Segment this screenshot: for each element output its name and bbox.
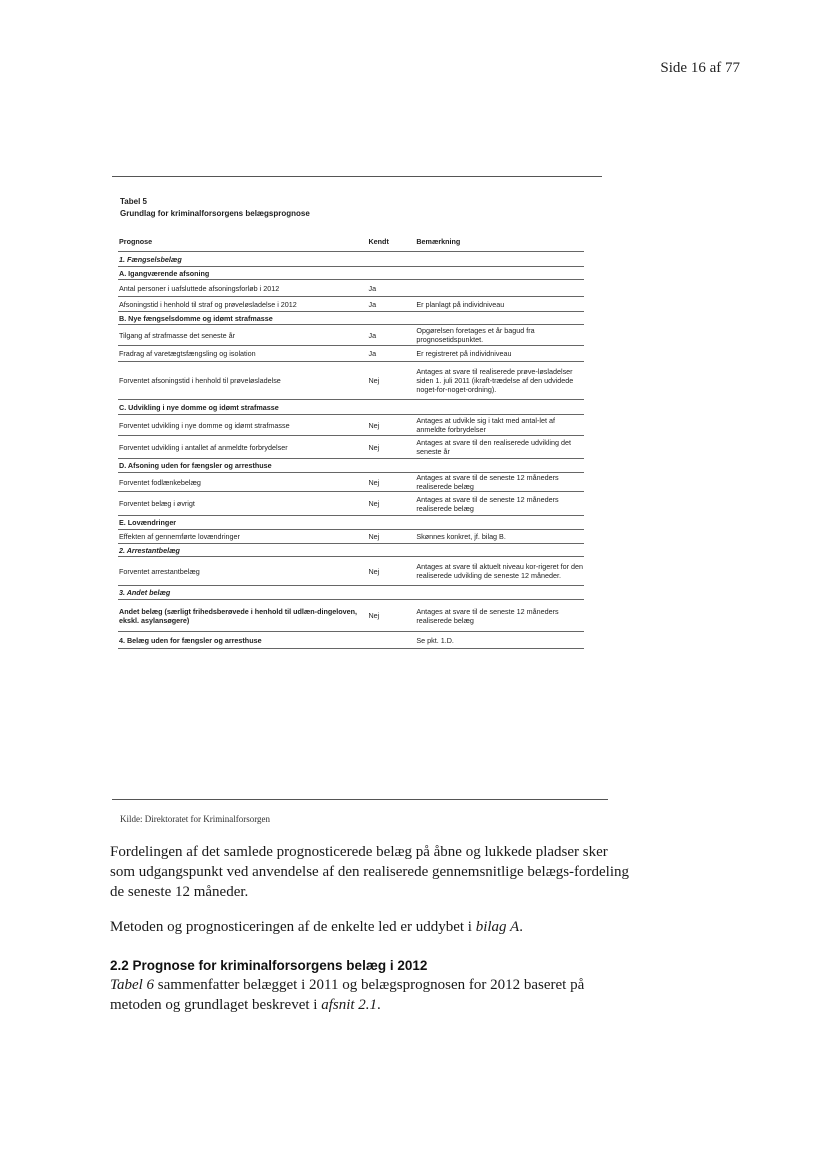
table6-text: sammenfatter belægget i 2011 og belægsprognosen for 2012 baseret på metoden og grundlaget beskrevet i [110, 977, 585, 1013]
row-note: Antages at udvikle sig i takt med antal-let af anmeldte forbrydelser [416, 416, 555, 434]
row-label: Forventet arrestantbelæg [119, 566, 200, 576]
table-section-row [118, 632, 584, 649]
table-section-row [118, 252, 584, 267]
table-header-row [118, 232, 584, 252]
table-title: Tabel 5 [120, 197, 147, 206]
row-label: 2. Arrestantbelæg [119, 545, 180, 555]
table-row [118, 280, 584, 297]
row-label: B. Nye fængselsdomme og idømt strafmasse [119, 313, 273, 323]
row-kendt: Ja [368, 299, 377, 309]
top-rule [112, 176, 602, 177]
row-note: Antages at svare til den realiserede udvikling det seneste år [416, 438, 571, 456]
table-section-row [118, 459, 584, 473]
table-section-row [118, 544, 584, 557]
row-label: D. Afsoning uden for fængsler og arresthuse [119, 461, 272, 470]
tabel-6-reference: Tabel 6 [110, 977, 155, 993]
row-note: Antages at svare til de seneste 12 måneders realiserede belæg [416, 606, 559, 625]
row-label: Forventet fodlænkebelæg [119, 477, 201, 487]
row-kendt: Ja [368, 283, 377, 293]
row-kendt: Nej [368, 499, 380, 508]
row-label: A. Igangværende afsoning [119, 268, 210, 278]
table-row [118, 346, 584, 362]
row-kendt: Ja [368, 349, 377, 358]
section-heading: 2.2 Prognose for kriminalforsorgens belæg i 2012 [110, 958, 428, 973]
row-note: Er planlagt på individniveau [416, 299, 505, 309]
row-label: Fradrag af varetægtsfængsling og isolation [119, 349, 256, 358]
table-row [118, 297, 584, 312]
row-kendt: Nej [368, 532, 380, 541]
table-row [118, 415, 584, 436]
table-section-row [118, 267, 584, 280]
row-label: Forventet udvikling i nye domme og idømt strafmasse [119, 420, 290, 430]
row-label: Forventet belæg i øvrigt [119, 499, 195, 508]
method-text: Metoden og prognosticeringen af de enkelte led er uddybet i [110, 919, 476, 935]
row-label: Afsoningstid i henhold til straf og prøveløsladelse i 2012 [119, 299, 297, 309]
row-label: 3. Andet belæg [119, 588, 171, 597]
row-kendt: Nej [368, 420, 380, 430]
row-kendt: Nej [368, 442, 380, 452]
row-kendt: Nej [368, 376, 380, 385]
row-label: Tilgang af strafmasse det seneste år [119, 330, 235, 340]
row-label: Antal personer i uafsluttede afsoningsforløb i 2012 [119, 283, 280, 293]
header-bemaerkning: Bemærkning [416, 237, 461, 246]
row-label: Effekten af gennemførte lovændringer [119, 532, 240, 541]
header-prognose: Prognose [119, 237, 153, 246]
row-kendt: Nej [368, 566, 380, 576]
table-section-row [118, 516, 584, 530]
row-note: Antages at svare til aktuelt niveau kor-rigeret for den realiserede udvikling de seneste 12 måneder. [416, 562, 583, 580]
paragraph-method [110, 917, 630, 937]
row-label: Forventet udvikling i antallet af anmeldte forbrydelser [119, 442, 288, 452]
table-section-row [118, 400, 584, 415]
table-row [118, 600, 584, 632]
table-subtitle: Grundlag for kriminalforsorgens belægsprognose [120, 209, 310, 218]
row-note: Antages at svare til de seneste 12 måneders realiserede belæg [416, 494, 559, 513]
row-kendt: Ja [368, 330, 377, 340]
row-label: E. Lovændringer [119, 518, 177, 527]
prognosis-table [118, 232, 584, 649]
table-body [118, 252, 584, 649]
table-row [118, 325, 584, 346]
table-source: Kilde: Direktoratet for Kriminalforsorgen [120, 814, 271, 824]
row-label: Forventet afsoningstid i henhold til prøveløsladelse [119, 376, 281, 385]
row-kendt: Nej [368, 611, 380, 620]
bilag-a-reference: bilag A [475, 919, 520, 935]
header-kendt: Kendt [368, 237, 389, 246]
table-row [118, 557, 584, 586]
table-caption [120, 196, 310, 220]
row-label: 1. Fængselsbelæg [119, 254, 182, 264]
bottom-rule [112, 799, 608, 800]
table-row [118, 362, 584, 400]
table-row [118, 530, 584, 544]
table-section-row [118, 312, 584, 325]
row-label: C. Udvikling i nye domme og idømt strafmasse [119, 402, 279, 412]
table6-period: . [377, 997, 381, 1013]
paragraph-distribution: Fordelingen af det samlede prognosticerede belæg på åbne og lukkede pladser sker som udgangspunkt ved anvendelse af den realiserede gennemsnitlige belægs-fordeling de seneste 12 måneder. [110, 844, 630, 900]
row-note: Antages at svare til de seneste 12 måneders realiserede belæg [416, 473, 559, 491]
paragraph-table6 [110, 975, 630, 1015]
row-kendt: Nej [368, 477, 380, 487]
row-note: Er registreret på individniveau [416, 349, 512, 358]
table-row [118, 436, 584, 459]
table-row [118, 473, 584, 492]
row-note: Se pkt. 1.D. [416, 635, 454, 645]
table-section-row [118, 586, 584, 600]
table-row [118, 492, 584, 516]
row-label: Andet belæg (særligt frihedsberøvede i henhold til udlæn-dingeloven, ekskl. asylansøgere) [119, 606, 358, 625]
afsnit-reference: afsnit 2.1 [321, 997, 378, 1013]
method-period: . [519, 919, 523, 935]
row-note: Antages at svare til realiserede prøve-løsladelser siden 1. juli 2011 (ikraft-trædelse af den udvidede noget-for-noget-ordning). [416, 367, 574, 394]
row-note: Skønnes konkret, jf. bilag B. [416, 532, 506, 541]
row-note: Opgørelsen foretages et år bagud fra prognosetidspunktet. [416, 326, 535, 344]
row-label: 4. Belæg uden for fængsler og arresthuse [119, 635, 262, 645]
page-number: Side 16 af 77 [660, 60, 740, 76]
